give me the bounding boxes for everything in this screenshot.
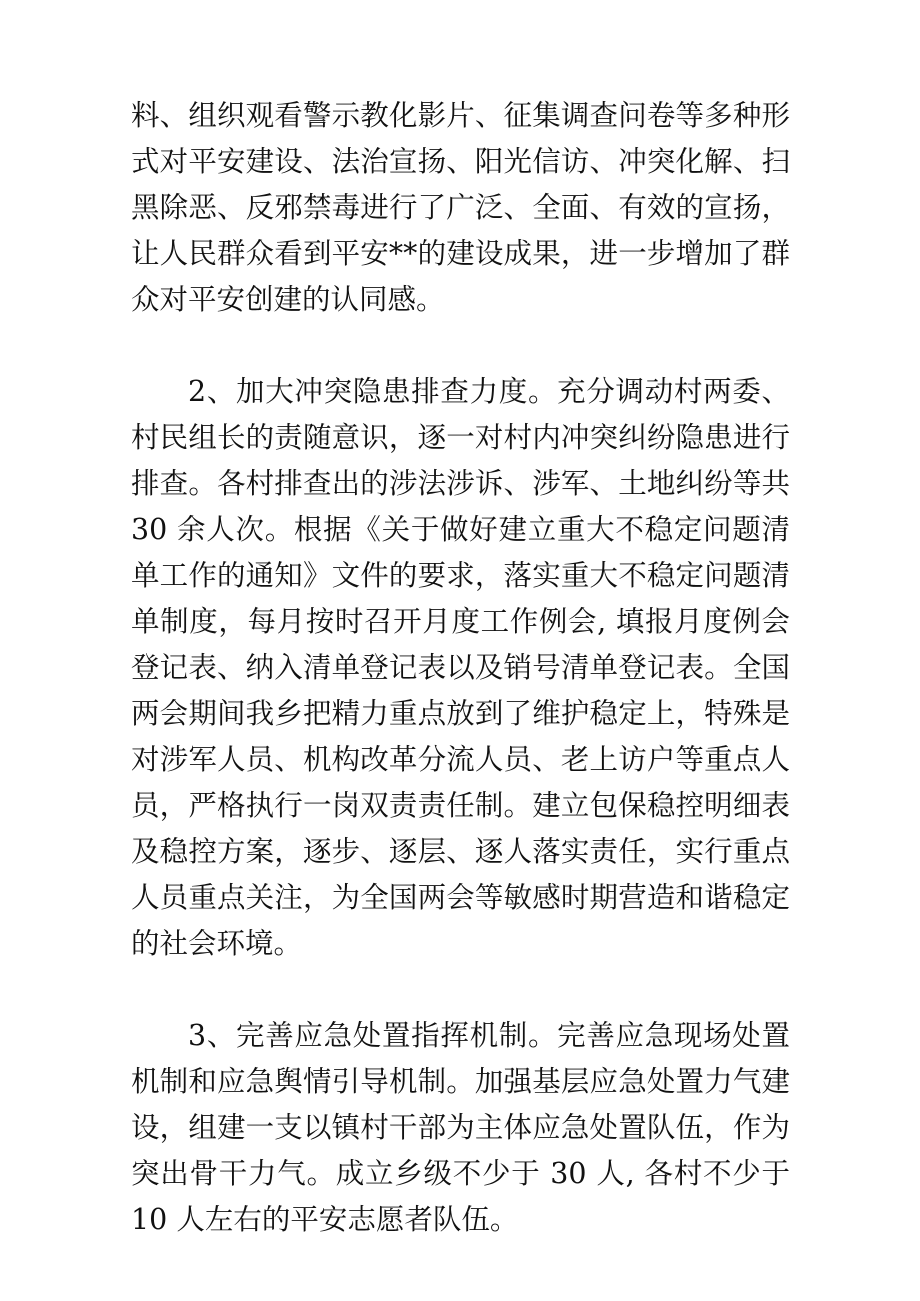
document-body [131,93,790,1243]
paragraph-spacer [131,323,790,369]
paragraph-spacer [131,967,790,1013]
paragraph-item-3: 3、完善应急处置指挥机制。完善应急现场处置机制和应急舆情引导机制。加强基层应急处置力气建设，组建一支以镇村干部为主体应急处置队伍，作为突出骨干力气。成立乡级不少于 30 人, 各村不少于 10 人左右的平安志愿者队伍。 [131,1019,790,1236]
paragraph-item-2: 2、加大冲突隐患排查力度。充分调动村两委、村民组长的责随意识，逐一对村内冲突纠纷隐患进行排查。各村排查出的涉法涉诉、涉军、土地纠纷等共 30 余人次。根据《关于做好建立重大不稳定问题清单工作的通知》文件的要求，落实重大不稳定问题清单制度，每月按时召开月度工作例会, 填报月度例会登记表、纳入清单登记表以及销号清单登记表。全国两会期间我乡把精力重点放到了维护稳定上，特殊是对涉军人员、机构改革分流人员、老上访户等重点人员，严格执行一岗双责责任制。建立包保稳控明细表及稳控方案，逐步、逐层、逐人落实责任，实行重点人员重点关注，为全国两会等敏感时期营造和谐稳定的社会环境。 [131,375,790,960]
paragraph-continued-1: 料、组织观看警示教化影片、征集调查问卷等多种形式对平安建设、法治宣扬、阳光信访、冲突化解、扫黑除恶、反邪禁毒进行了广泛、全面、有效的宣扬，让人民群众看到平安**的建设成果，进一步增加了群众对平安创建的认同感。 [131,99,790,316]
